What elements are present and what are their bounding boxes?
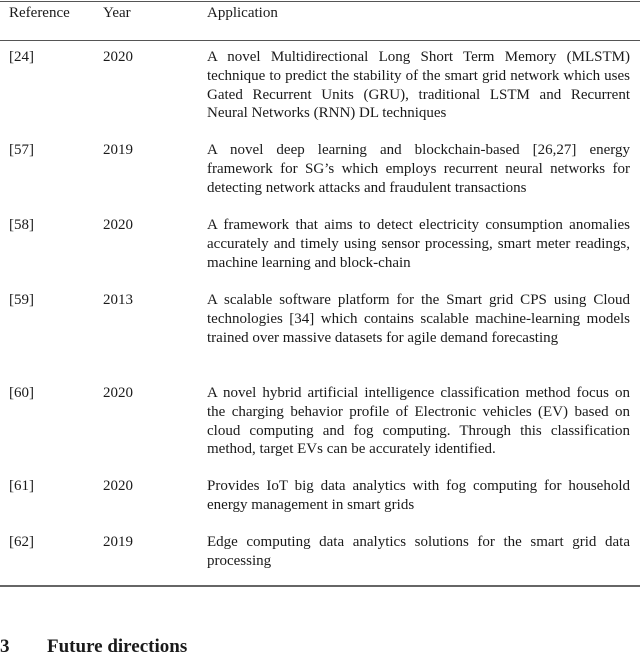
cell-application: A framework that aims to detect electricity consumption anomalies accurately and timely using sensor processing, smart meter readings, machine learning and block-chain	[207, 217, 630, 271]
cell-application: A novel Multidirectional Long Short Term Memory (MLSTM) technique to predict the stability of the smart grid network which uses Gated Recurrent Units (GRU), traditional LSTM and Recurrent Neural Networks (RNN) DL techniques	[207, 49, 630, 122]
section-heading	[0, 636, 187, 658]
table-header-rule	[0, 40, 640, 41]
cell-reference: [57]	[9, 142, 34, 158]
cell-year: 2020	[103, 385, 133, 401]
cell-reference: [59]	[9, 292, 34, 308]
table-bottom-rule	[0, 585, 640, 587]
header-application: Application	[207, 5, 278, 21]
section-title: Future directions	[47, 636, 188, 657]
cell-year: 2020	[103, 217, 133, 233]
cell-application: A novel deep learning and blockchain-based [26,27] energy framework for SG’s which employs recurrent neural networks for detecting network attacks and fraudulent transactions	[207, 142, 630, 196]
cell-reference: [60]	[9, 385, 34, 401]
cell-application: Edge computing data analytics solutions for the smart grid data processing	[207, 534, 630, 569]
cell-application: Provides IoT big data analytics with fog computing for household energy management in smart grids	[207, 478, 630, 513]
cell-reference: [58]	[9, 217, 34, 233]
cell-year: 2020	[103, 478, 133, 494]
cell-reference: [24]	[9, 49, 34, 65]
cell-application: A scalable software platform for the Smart grid CPS using Cloud technologies [34] which contains scalable machine-learning models trained over massive datasets for agile demand forecasting	[207, 292, 630, 346]
cell-reference: [62]	[9, 534, 34, 550]
cell-year: 2019	[103, 142, 133, 158]
section-number: 3	[0, 636, 10, 657]
cell-year: 2013	[103, 292, 133, 308]
cell-reference: [61]	[9, 478, 34, 494]
header-year: Year	[103, 5, 131, 21]
table-top-rule	[0, 1, 640, 2]
cell-year: 2019	[103, 534, 133, 550]
header-reference: Reference	[9, 5, 70, 21]
cell-year: 2020	[103, 49, 133, 65]
cell-application: A novel hybrid artificial intelligence classification method focus on the charging behavior profile of Electronic vehicles (EV) based on cloud computing and fog computing. Through this classification method, target EVs can be accurately identified.	[207, 385, 630, 458]
